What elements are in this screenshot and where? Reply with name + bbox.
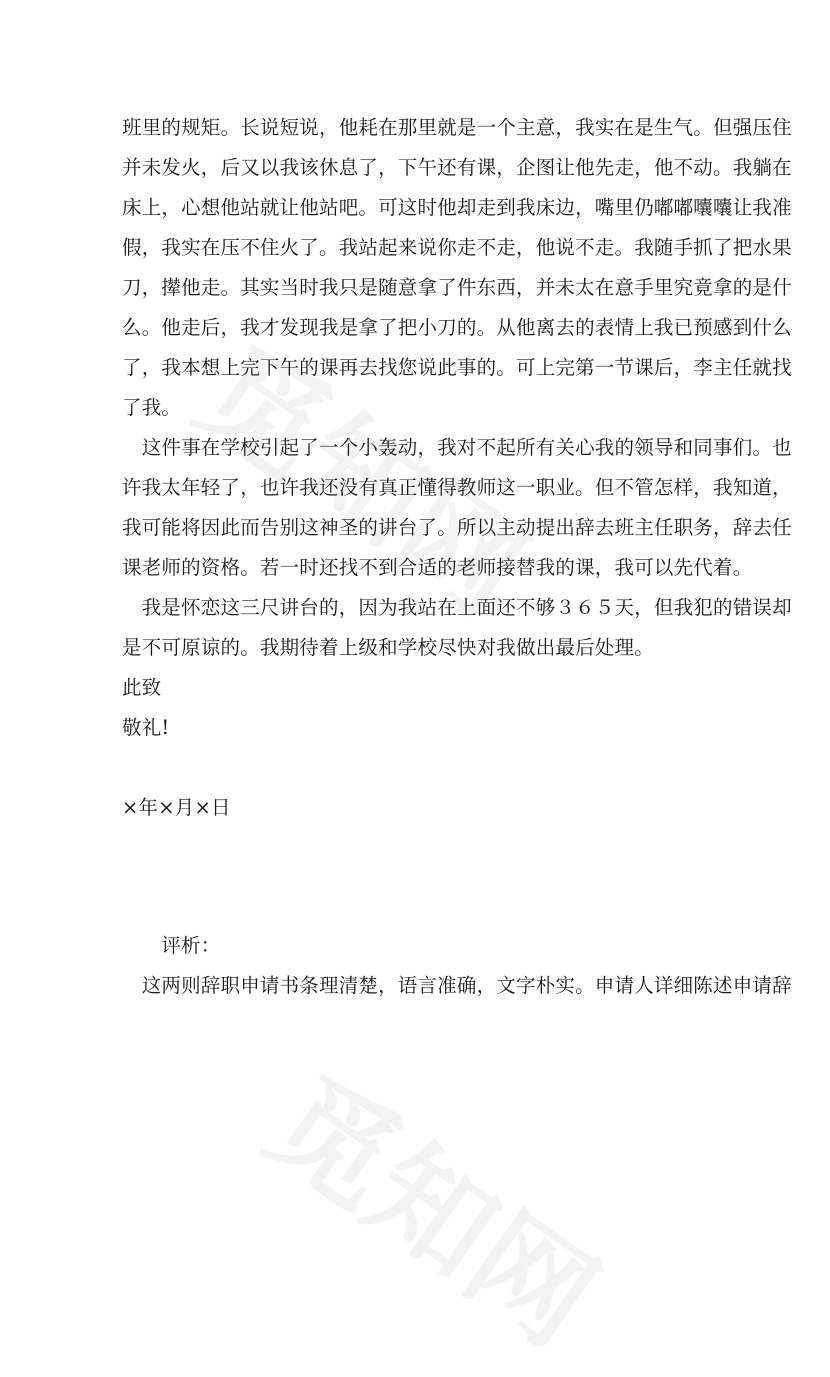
text-line: 刀，撵他走。其实当时我只是随意拿了件东西，并未太在意手里究竟拿的是什: [122, 276, 792, 299]
text-line: 了我。: [122, 396, 182, 419]
text-line: 许我太年轻了，也许我还没有真正懂得教师这一职业。但不管怎样，我知道，: [122, 476, 792, 499]
date-line: ×年×月×日: [122, 796, 231, 819]
commentary-text: 这两则辞职申请书条理清楚，语言准确，文字朴实。申请人详细陈述申请辞: [122, 974, 792, 997]
watermark: [241, 1030, 635, 1377]
paragraph-start: 这件事在学校引起了一个小轰动，我对不起所有关心我的领导和同事们。也: [122, 436, 792, 459]
text-line: 班里的规矩。长说短说，他耗在那里就是一个主意，我实在是生气。但强压住: [122, 116, 792, 139]
text-line: 是不可原谅的。我期待着上级和学校尽快对我做出最后处理。: [122, 636, 654, 659]
text-line: 课老师的资格。若一时还找不到合适的老师接替我的课，我可以先代着。: [122, 556, 753, 579]
closing-salutation: 此致: [122, 676, 162, 699]
text-line: 并未发火，后又以我该休息了，下午还有课，企图让他先走，他不动。我躺在: [122, 156, 792, 179]
closing-regards: 敬礼!: [122, 716, 170, 739]
paragraph-start: 我是怀恋这三尺讲台的，因为我站在上面还不够３６５天，但我犯的错误却: [122, 596, 792, 619]
text-line: 么。他走后，我才发现我是拿了把小刀的。从他离去的表情上我已预感到什么: [122, 316, 792, 339]
text-line: 假，我实在压不住火了。我站起来说你走不走，他说不走。我随手抓了把水果: [122, 236, 792, 259]
text-line: 床上，心想他站就让他站吧。可这时他却走到我床边，嘴里仍嘟嘟囔囔让我准: [122, 196, 792, 219]
text-line: 了，我本想上完下午的课再去找您说此事的。可上完第一节课后，李主任就找: [122, 356, 792, 379]
text-line: 我可能将因此而告别这神圣的讲台了。所以主动提出辞去班主任职务，辞去任: [122, 516, 792, 539]
commentary-heading: 评析：: [122, 934, 221, 957]
